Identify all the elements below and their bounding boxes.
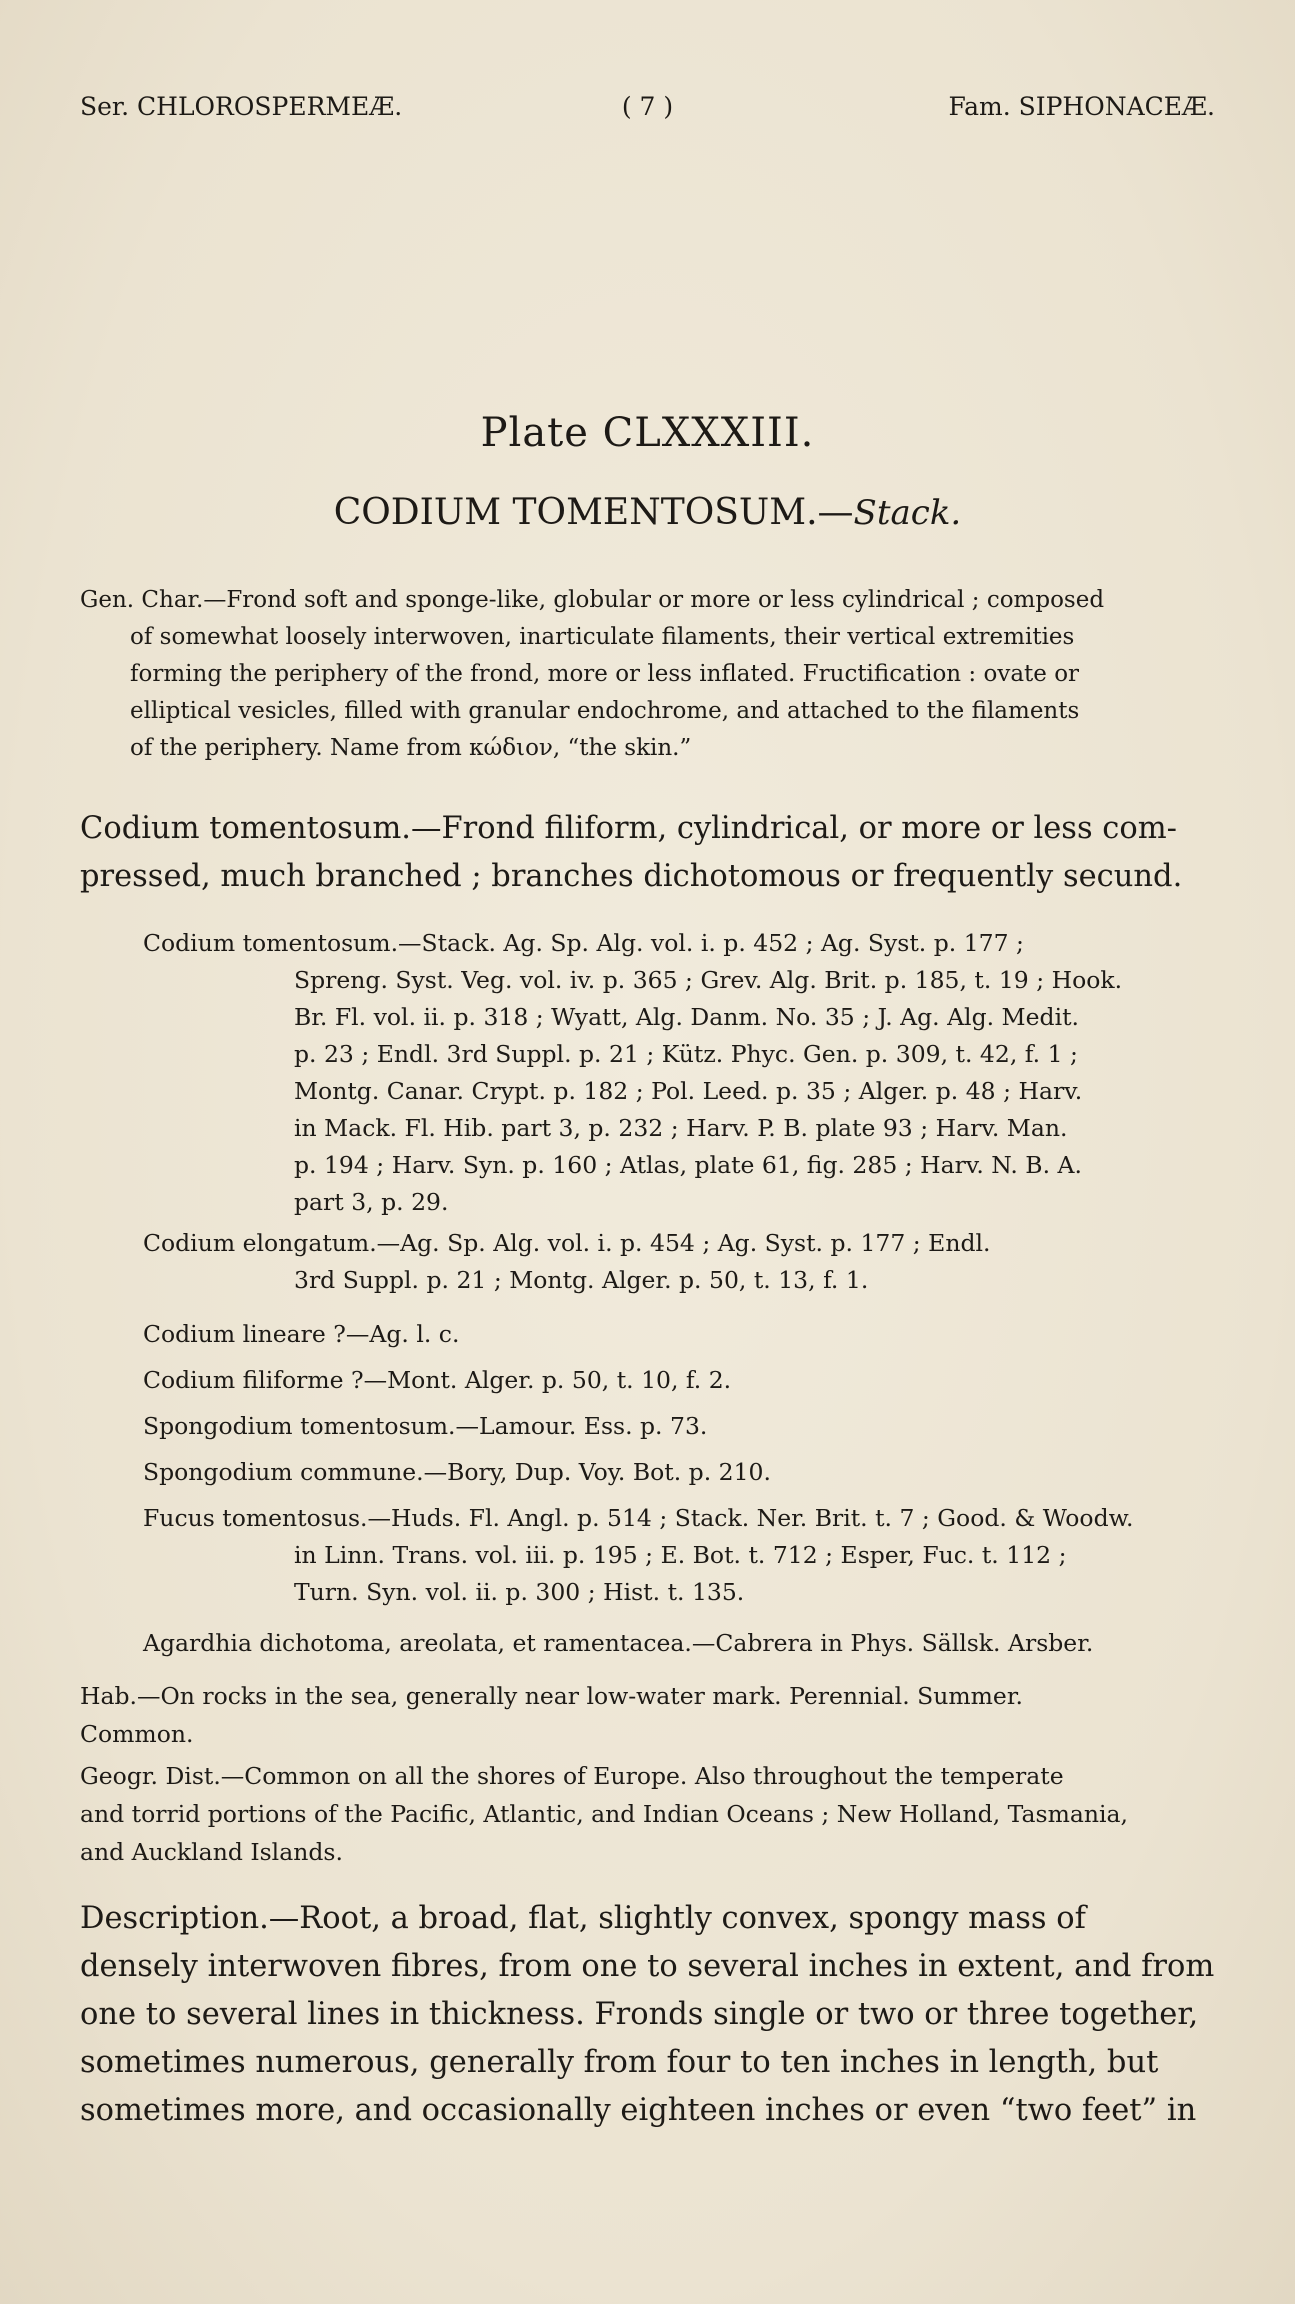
synonym-entry: [143, 1362, 1213, 1399]
synonym-line: p. 23 ; Endl. 3rd Suppl. p. 21 ; Kütz. Phyc. Gen. p. 309, t. 42, f. 1 ;: [294, 1040, 1078, 1068]
synonym-line: Montg. Canar. Crypt. p. 182 ; Pol. Leed. p. 35 ; Alger. p. 48 ; Harv.: [294, 1077, 1083, 1105]
diagnosis-line: pressed, much branched ; branches dichotomous or frequently secund.: [80, 859, 1183, 894]
habitat-line: Common.: [80, 1720, 194, 1748]
description-line: sometimes numerous, generally from four to ten inches in length, but: [80, 2045, 1159, 2080]
synonym-entry: [143, 1500, 1213, 1611]
geography-line: and Auckland Islands.: [80, 1838, 343, 1866]
page-number: ( 7 ): [621, 92, 674, 121]
synonym-line: Codium filiforme ?—Mont. Alger. p. 50, t. 10, f. 2.: [143, 1366, 732, 1394]
genchar-line: forming the periphery of the frond, more or less inflated. Fructification : ovate or: [130, 661, 1080, 687]
synonym-line: Br. Fl. vol. ii. p. 318 ; Wyatt, Alg. Danm. No. 35 ; J. Ag. Alg. Medit.: [294, 1003, 1080, 1031]
header-series: Ser. CHLOROSPERMEÆ.: [80, 92, 403, 121]
description-line: Description.—Root, a broad, flat, slightly convex, spongy mass of: [80, 1901, 1086, 1936]
synonym-entry: [143, 1225, 1213, 1299]
synonym-line: Codium lineare ?—Ag. l. c.: [143, 1320, 460, 1348]
description-line: sometimes more, and occasionally eighteen inches or even “two feet” in: [80, 2093, 1197, 2128]
running-header: [80, 92, 1215, 128]
synonym-line: Codium tomentosum.—Stack. Ag. Sp. Alg. vol. i. p. 452 ; Ag. Syst. p. 177 ;: [143, 929, 1024, 957]
diagnosis-line: Codium tomentosum.—Frond filiform, cylindrical, or more or less com-: [80, 811, 1177, 846]
synonym-line: in Linn. Trans. vol. iii. p. 195 ; E. Bot. t. 712 ; Esper, Fuc. t. 112 ;: [294, 1541, 1067, 1569]
synonym-entry: [143, 925, 1213, 1221]
genchar-line: elliptical vesicles, filled with granular endochrome, and attached to the filaments: [130, 698, 1080, 724]
species-name: CODIUM TOMENTOSUM.—: [333, 492, 854, 533]
species-author: Stack.: [853, 493, 962, 533]
species-diagnosis: [80, 805, 1210, 901]
habitat-line: Hab.—On rocks in the sea, generally near low-water mark. Perennial. Summer.: [80, 1682, 1023, 1710]
synonym-line: 3rd Suppl. p. 21 ; Montg. Alger. p. 50, t. 13, f. 1.: [294, 1266, 869, 1294]
synonym-line: Agardhia dichotoma, areolata, et ramentacea.—Cabrera in Phys. Sällsk. Arsber.: [143, 1629, 1094, 1657]
description-line: one to several lines in thickness. Fronds single or two or three together,: [80, 1997, 1199, 2032]
synonym-entry: [143, 1408, 1213, 1445]
genchar-line: of the periphery. Name from κώδιον, “the skin.”: [130, 735, 692, 761]
synonym-line: Fucus tomentosus.—Huds. Fl. Angl. p. 514 ; Stack. Ner. Brit. t. 7 ; Good. & Woodw.: [143, 1504, 1134, 1532]
synonym-line: Spongodium tomentosum.—Lamour. Ess. p. 73.: [143, 1412, 708, 1440]
synonym-line: in Mack. Fl. Hib. part 3, p. 232 ; Harv. P. B. plate 93 ; Harv. Man.: [294, 1114, 1068, 1142]
synonym-entry: [143, 1454, 1213, 1491]
header-family: Fam. SIPHONACEÆ.: [948, 92, 1215, 121]
synonym-line: Codium elongatum.—Ag. Sp. Alg. vol. i. p. 454 ; Ag. Syst. p. 177 ; Endl.: [143, 1229, 991, 1257]
generic-character: [80, 582, 1212, 767]
description-line: densely interwoven fibres, from one to several inches in extent, and from: [80, 1949, 1215, 1984]
genchar-line: Gen. Char.—Frond soft and sponge-like, globular or more or less cylindrical ; composed: [80, 587, 1105, 613]
genchar-line: of somewhat loosely interwoven, inarticulate filaments, their vertical extremities: [130, 624, 1075, 650]
synonym-line: part 3, p. 29.: [294, 1188, 449, 1216]
description: [80, 1895, 1215, 2135]
species-title: [0, 492, 1295, 533]
geography-line: and torrid portions of the Pacific, Atlantic, and Indian Oceans ; New Holland, Tasmania,: [80, 1800, 1129, 1828]
synonym-entry: [143, 1625, 1213, 1662]
geography-line: Geogr. Dist.—Common on all the shores of Europe. Also throughout the temperate: [80, 1762, 1064, 1790]
habitat: [80, 1677, 1212, 1753]
synonym-line: Spreng. Syst. Veg. vol. iv. p. 365 ; Grev. Alg. Brit. p. 185, t. 19 ; Hook.: [294, 966, 1123, 994]
synonym-line: p. 194 ; Harv. Syn. p. 160 ; Atlas, plate 61, fig. 285 ; Harv. N. B. A.: [294, 1151, 1082, 1179]
plate-title: Plate CLXXXIII.: [480, 410, 815, 456]
synonym-line: Spongodium commune.—Bory, Dup. Voy. Bot. p. 210.: [143, 1458, 771, 1486]
synonym-entry: [143, 1316, 1213, 1353]
synonym-line: Turn. Syn. vol. ii. p. 300 ; Hist. t. 135.: [294, 1578, 745, 1606]
geographic-distribution: [80, 1757, 1212, 1871]
